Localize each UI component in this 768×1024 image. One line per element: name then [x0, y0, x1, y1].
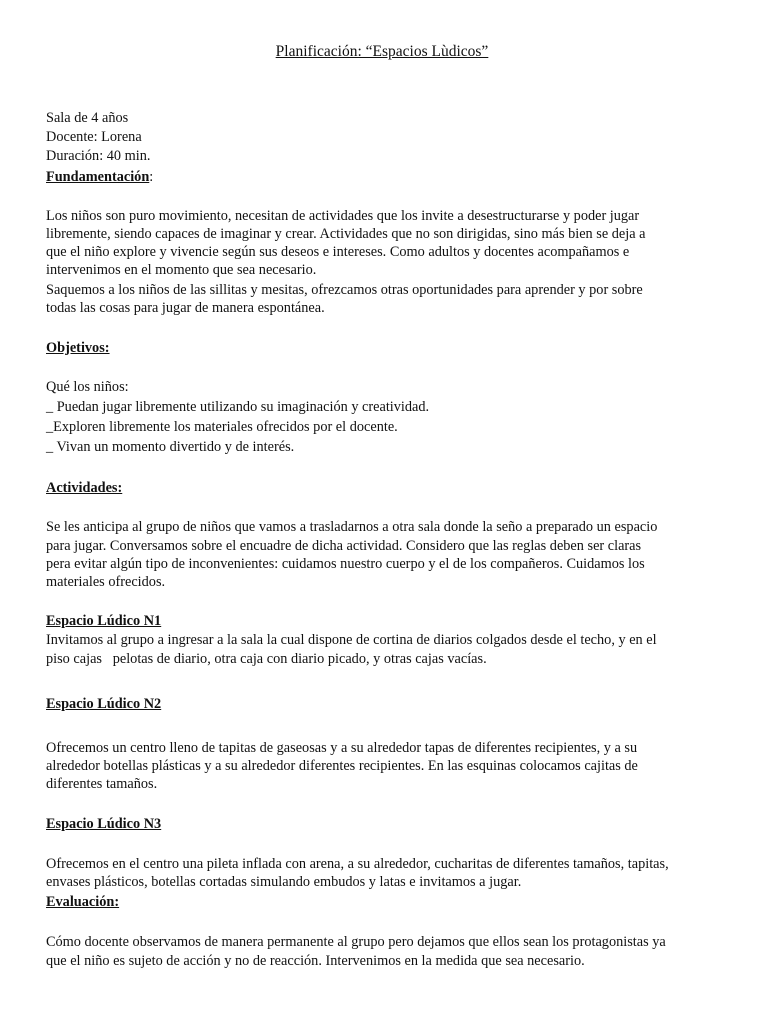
espacio1-line: Invitamos al grupo a ingresar a la sala la cual dispone de cortina de diarios colgados desde el techo, y en el — [46, 632, 657, 648]
objetivos-line: _Exploren libremente los materiales ofrecidos por el docente. — [46, 419, 398, 435]
actividades-heading: Actividades: — [46, 480, 123, 496]
espacio1-heading: Espacio Lúdico N1 — [46, 613, 162, 629]
espacio3-heading: Espacio Lúdico N3 — [46, 816, 162, 832]
espacio2-line: alrededor botellas plásticas y a su alrededor diferentes recipientes. En las esquinas colocamos cajitas de — [46, 758, 638, 774]
fundamentacion-colon: : — [149, 169, 154, 185]
fundamentacion-line: libremente, siendo capaces de imaginar y crear. Actividades que no son dirigidas, sino más bien se deja a — [46, 226, 646, 242]
fundamentacion-line: intervenimos en el momento que sea necesario. — [46, 262, 317, 278]
fundamentacion-line: que el niño explore y vivencie según sus deseos e intereses. Como adultos y docentes acompañamos e — [46, 244, 630, 260]
evaluacion-heading: Evaluación: — [46, 894, 120, 910]
fundamentacion-line: Saquemos a los niños de las sillitas y mesitas, ofrezcamos otras oportunidades para aprender y por sobre — [46, 282, 643, 298]
objetivos-line: _ Puedan jugar libremente utilizando su imaginación y creatividad. — [46, 399, 430, 415]
fundamentacion-heading: Fundamentación — [46, 169, 150, 185]
objetivos-heading: Objetivos: — [46, 340, 110, 356]
info-docente: Docente: Lorena — [46, 129, 142, 145]
actividades-line: materiales ofrecidos. — [46, 574, 166, 590]
espacio2-line: diferentes tamaños. — [46, 776, 158, 792]
objetivos-line: _ Vivan un momento divertido y de interés. — [46, 439, 295, 455]
fundamentacion-heading-row — [46, 168, 153, 186]
actividades-line: pera evitar algún tipo de inconvenientes: cuidamos nuestro cuerpo y el de los compañeros. Cuidamos los — [46, 556, 645, 572]
espacio2-line: Ofrecemos un centro lleno de tapitas de gaseosas y a su alrededor tapas de diferentes recipientes, y a su — [46, 740, 638, 756]
espacio3-line: Ofrecemos en el centro una pileta inflada con arena, a su alrededor, cucharitas de diferentes tamaños, tapitas, — [46, 856, 669, 872]
actividades-line: Se les anticipa al grupo de niños que vamos a trasladarnos a otra sala donde la seño a preparado un espacio — [46, 519, 658, 535]
evaluacion-line: que el niño es sujeto de acción y no de reacción. Intervenimos en la medida que sea necesario. — [46, 953, 585, 969]
evaluacion-line: Cómo docente observamos de manera permanente al grupo pero dejamos que ellos sean los protagonistas ya — [46, 934, 666, 950]
info-sala: Sala de 4 años — [46, 110, 129, 126]
fundamentacion-line: Los niños son puro movimiento, necesitan de actividades que los invite a desestructurarse y poder jugar — [46, 208, 640, 224]
actividades-line: para jugar. Conversamos sobre el encuadre de dicha actividad. Considero que las reglas deben ser claras — [46, 538, 642, 554]
objetivos-line: Qué los niños: — [46, 379, 129, 395]
info-duracion: Duración: 40 min. — [46, 148, 151, 164]
espacio1-line: piso cajas pelotas de diario, otra caja con diario picado, y otras cajas vacías. — [46, 651, 487, 667]
espacio2-heading: Espacio Lúdico N2 — [46, 696, 162, 712]
fundamentacion-line: todas las cosas para jugar de manera espontánea. — [46, 300, 325, 316]
document-title: Planificación: “Espacios Lùdicos” — [275, 43, 489, 60]
espacio3-line: envases plásticos, botellas cortadas simulando embudos y latas e invitamos a jugar. — [46, 874, 522, 890]
